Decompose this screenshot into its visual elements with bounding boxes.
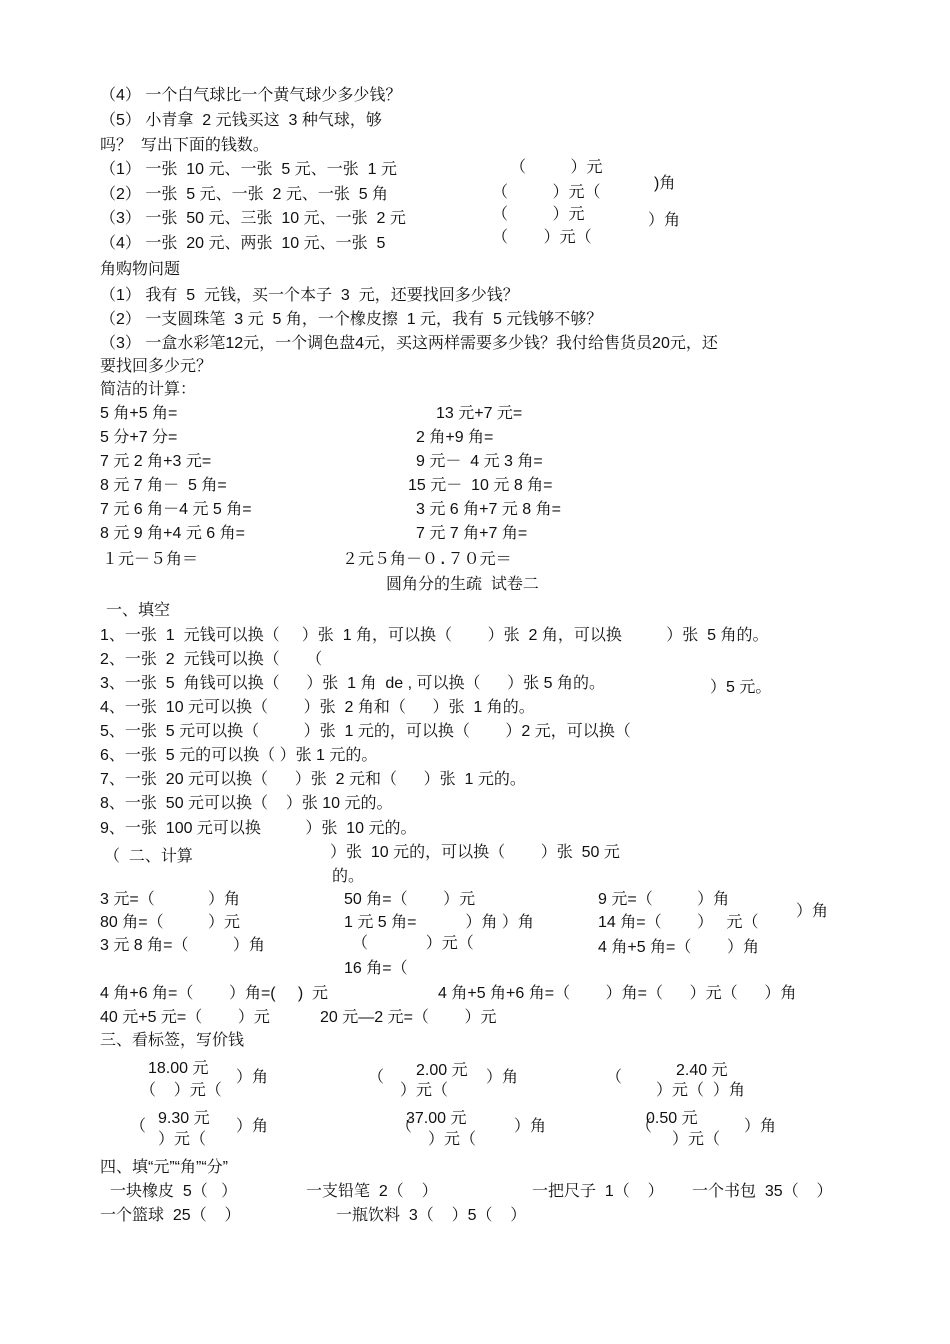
tag-6-yuan: ）元（ [672,1131,721,1148]
units-title: 四、填“元”“角”“分” [100,1159,228,1176]
shopping-q3: （3） 一盒水彩笔12元，一个调色盘4元，买这两样需要多少钱？我付给售货员20元，还 [100,335,718,352]
tag-5-yuan: ）元（ [428,1131,477,1148]
calc-right-5: 3 元 6 角+7 元 8 角= [416,501,561,518]
tag-3-yuan-jiao: ）元（ ）角 [656,1082,745,1099]
calc2-c2-4: 16 角=（ [344,960,408,977]
tag-4-yuan: ）元（ [158,1131,207,1148]
unit-drink: 一瓶饮料 3（ ）5（ ） [336,1207,527,1224]
calc-right-4: 15 元－ 10 元 8 角= [408,477,553,494]
calc2-c3-3: 4 角+5 角=（ ）角 [598,939,759,956]
calc-right-3: 9 元－ 4 元 3 角= [416,453,543,470]
paper2-title: 圆角分的生疏 试卷二 [386,576,539,593]
unit-eraser: 一块橡皮 5（ ） [110,1183,238,1200]
simple-calc-title: 简洁的计算： [100,381,197,398]
tag-1-yuan: （ ）元（ [140,1082,222,1099]
money-row-4: （4） 一张 20 元、两张 10 元、一张 5 [100,235,386,252]
fill-1: 1、一张 1 元钱可以换（ ）张 1 角，可以换（ ）张 2 角，可以换 ）张 5 角的。 [100,627,769,644]
tag-3-price: 2.40 元 [676,1062,728,1079]
calc2-c3-1: 9 元=（ ）角 [598,891,730,908]
fill-4: 4、一张 10 元可以换（ ）张 2 角和（ ）张 1 角的。 [100,699,535,716]
tag-2-jiao: ）角 [486,1069,519,1086]
unit-ruler: 一把尺子 1（ ） [532,1183,664,1200]
calc-left-3: 7 元 2 角+3 元= [100,453,212,470]
unit-basketball: 一个篮球 25（ ） [100,1207,241,1224]
calc2-row-2a: 40 元+5 元=（ ）元 [100,1009,270,1026]
calc2-c2-1: 50 角=（ ）元 [344,891,476,908]
tag-4-price: 9.30 元 [158,1110,210,1127]
money-row-3-answer: （ ）元 [492,206,585,223]
money-row-2: （2） 一张 5 元、一张 2 元、一张 5 角 [100,186,389,203]
money-row-3-jiao: ）角 [648,212,681,229]
calc2-c2-2: 1 元 5 角= ）角 ）角 [344,914,534,931]
tag-4-open: （ [130,1118,147,1135]
calc-left-4: 8 元 7 角－ 5 角= [100,477,227,494]
tag-5-price: 37.00 元 [406,1110,467,1127]
labels-title: 三、看标签，写价钱 [100,1032,245,1049]
calc2-c1-2: 80 角=（ ）元 [100,914,241,931]
calc2-c1-1: 3 元=（ ）角 [100,891,241,908]
fill-3: 3、一张 5 角钱可以换（ ）张 1 角 de , 可以换（ ）张 5 角的。 [100,675,605,692]
calc-left-6: 8 元 9 角+4 元 6 角= [100,525,245,542]
tag-2-open: （ [368,1069,385,1086]
unit-pencil: 一支铅笔 2（ ） [306,1183,438,1200]
money-row-1-answer: （ ）元 [510,159,603,176]
calc2-row-1a: 4 角+6 角=（ ）角=( ) 元 [100,985,329,1002]
tag-6-jiao: ）角 [744,1118,777,1135]
section-fill-blank: 一、填空 [106,602,171,619]
calc2-row-1b: 4 角+5 角+6 角=（ ）角=（ ）元（ ）角 [438,985,797,1002]
calc-right-1: 13 元+7 元= [436,405,523,422]
question-5: （5） 小青拿 2 元钱买这 3 种气球，够 [100,112,382,129]
shopping-title: 角购物问题 [100,261,181,278]
tag-1-price: 18.00 元 [148,1060,209,1077]
calc-left-2: 5 分+7 分= [100,429,178,446]
calc-left-1: 5 角+5 角= [100,405,178,422]
tag-6-open: （ [636,1118,653,1135]
money-row-4-answer: （ ）元（ [492,229,592,246]
calc-left-5: 7 元 6 角－4 元 5 角= [100,501,252,518]
fill-5: 5、一张 5 元可以换（ ）张 1 元的，可以换（ ）2 元，可以换（ [100,723,631,740]
money-row-1: （1） 一张 10 元、一张 5 元、一张 1 元 [100,161,397,178]
shopping-q2: （2） 一支圆珠笔 3 元 5 角，一个橡皮擦 1 元，我有 5 元钱够不够？ [100,311,603,328]
fill-10-tail: 的。 [332,868,365,885]
money-row-2-jiao: )角 [654,175,676,192]
money-row-3: （3） 一张 50 元、三张 10 元、一张 2 元 [100,210,406,227]
tag-5-open: （ [396,1118,413,1135]
tag-6-price: 0.50 元 [646,1110,698,1127]
fill-2: 2、一张 2 元钱可以换（ （ [100,651,323,668]
calc2-c3-tail: ）角 [796,903,829,920]
tag-4-jiao: ）角 [236,1118,269,1135]
calc2-c1-3: 3 元 8 角=（ ）角 [100,937,265,954]
money-row-2-answer: （ ）元（ [492,184,601,201]
fill-8: 8、一张 50 元可以换（ ）张 10 元的。 [100,795,393,812]
unit-schoolbag: 一个书包 35（ ） [692,1183,833,1200]
section-calc: （ 二、计算 [104,848,193,865]
tag-5-jiao: ）角 [514,1118,547,1135]
calc-right-6: 7 元 7 角+7 角= [416,525,528,542]
shopping-q3-continued: 要找回多少元？ [100,358,213,375]
question-5-continued: 吗？ 写出下面的钱数。 [100,137,269,154]
tag-2-yuan: ）元（ [400,1082,449,1099]
shopping-q1: （1） 我有 5 元钱，买一个本子 3 元，还要找回多少钱？ [100,287,519,304]
calc2-row-2b: 20 元—2 元=（ ）元 [320,1009,497,1026]
tag-3-open: （ [606,1069,623,1086]
calc-right-2: 2 角+9 角= [416,429,494,446]
fill-3-tail: ）5 元。 [710,679,772,696]
calc-left-7: １元－５角＝ [102,549,199,568]
tag-1-jiao: ）角 [236,1069,269,1086]
fill-6: 6、一张 5 元的可以换（ ）张 1 元的。 [100,747,378,764]
fill-9: 9、一张 100 元可以换 ）张 10 元的。 [100,820,417,837]
calc2-c2-3: （ ）元（ [352,935,474,952]
tag-2-price: 2.00 元 [416,1062,468,1079]
fill-7: 7、一张 20 元可以换（ ）张 2 元和（ ）张 1 元的。 [100,771,526,788]
calc2-c3-2: 14 角=（ ） 元（ [598,914,759,931]
calc-right-7: ２元５角－０.７０元＝ [342,549,512,568]
fill-10: ）张 10 元的，可以换（ ）张 50 元 [330,844,620,861]
question-4: （4） 一个白气球比一个黄气球少多少钱？ [100,87,402,104]
